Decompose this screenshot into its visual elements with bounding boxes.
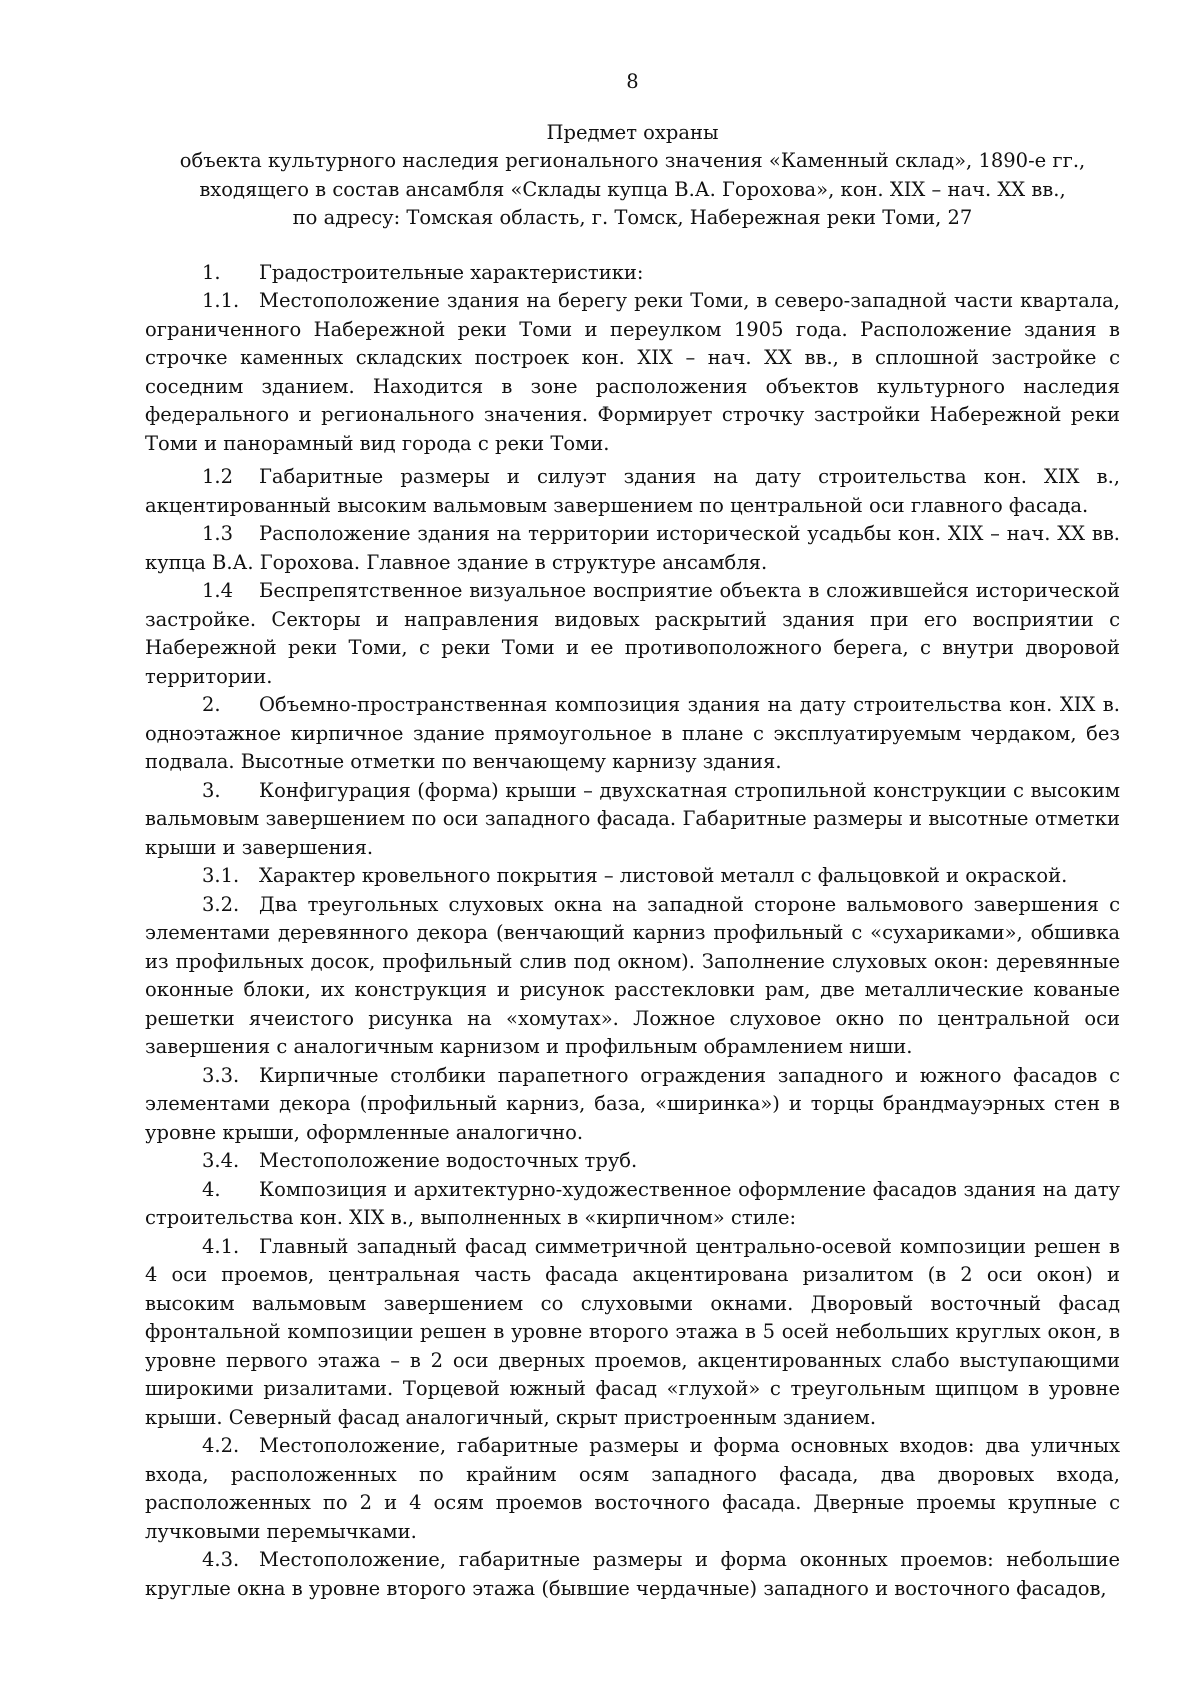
paragraph-4 — [145, 1176, 1120, 1233]
document-body — [145, 259, 1120, 1604]
paragraph-4-1 — [145, 1233, 1120, 1433]
paragraph-text: Кирпичные столбики парапетного ограждения западного и южного фасадов с элементами декора (профильный карниз, база, «ширинка») и торцы брандмауэрных стен в уровне крыши, оформленные аналогично. — [145, 1063, 1120, 1144]
paragraph-number: 4. — [202, 1177, 221, 1201]
paragraph-text: Расположение здания на территории исторической усадьбы кон. XIX – нач. XX вв. купца В.А. Горохова. Главное здание в структуре ансамбля. — [145, 522, 1120, 574]
paragraph-1-3 — [145, 520, 1120, 577]
paragraph-number: 1. — [202, 260, 221, 284]
document-subtitle-line: объекта культурного наследия регионального значения «Каменный склад», 1890-е гг., — [179, 149, 1086, 172]
paragraph-number: 3. — [202, 778, 221, 802]
paragraph-text: Композиция и архитектурно-художественное оформление фасадов здания на дату строительства кон. XIX в., выполненных в «кирпичном» стиле: — [145, 1177, 1120, 1229]
paragraph-text: Конфигурация (форма) крыши – двухскатная стропильной конструкции с высоким вальмовым завершением по оси западного фасада. Габаритные размеры и высотные отметки крыши и завершения. — [145, 778, 1120, 859]
paragraph-number: 1.1. — [202, 289, 240, 312]
paragraph-number: 4.2. — [202, 1434, 240, 1457]
page-number: 8 — [626, 70, 639, 93]
paragraph-3 — [145, 777, 1120, 863]
paragraph-text: Два треугольных слуховых окна на западной стороне вальмового завершения с элементами деревянного декора (венчающий карниз профильный с «сухариками», обшивка из профильных досок, профильный слив под окном). Заполнение слуховых окон: деревянные оконные блоки, их конструкция и рисунок расстекловки рам, две металлические кованые решетки ячеистого рисунка на «хомутах». Ложное слуховое окно по центральной оси завершения с аналогичным карнизом и профильным обрамлением ниши. — [145, 892, 1120, 1058]
paragraph-number: 3.4. — [202, 1149, 240, 1172]
document-heading — [145, 119, 1120, 233]
paragraph-text: Объемно-пространственная композиция здания на дату строительства кон. XIX в. одноэтажное кирпичное здание прямоугольное в плане с эксплуатируемым чердаком, без подвала. Высотные отметки по венчающему карнизу здания. — [145, 693, 1120, 773]
paragraph-text: Главный западный фасад симметричной центрально-осевой композиции решен в 4 оси проемов, центральная часть фасада акцентирована ризалитом (в 2 оси окон) и высоким вальмовым завершением со слуховыми окнами. Дворовый восточный фасад фронтальной композиции решен в уровне второго этажа в 5 осей небольших круглых окон, в уровне первого этажа – в 2 оси дверных проемов, акцентированных слабо выступающими широкими ризалитами. Торцевой южный фасад «глухой» с треугольным щипцом в уровне крыши. Северный фасад аналогичный, скрыт пристроенным зданием. — [145, 1234, 1120, 1429]
paragraph-2 — [145, 691, 1120, 777]
paragraph-text: Местоположение водосточных труб. — [259, 1149, 638, 1172]
document-title: Предмет охраны — [546, 120, 719, 144]
paragraph-3-1 — [145, 862, 1120, 891]
paragraph-1-1 — [145, 287, 1120, 458]
paragraph-1 — [145, 259, 1120, 288]
paragraph-number: 3.2. — [202, 892, 240, 916]
paragraph-number: 1.4 — [202, 579, 234, 602]
paragraph-number: 3.1. — [202, 864, 240, 887]
document-subtitle-line: входящего в состав ансамбля «Склады купца В.А. Горохова», кон. XIX – нач. XX вв., — [199, 177, 1066, 201]
paragraph-text: Местоположение, габаритные размеры и форма основных входов: два уличных входа, расположенных по крайним осям западного фасада, два дворовых входа, расположенных по 2 и 4 осям проемов восточного фасада. Дверные проемы крупные с лучковыми перемычками. — [145, 1434, 1120, 1543]
paragraph-number: 4.3. — [202, 1548, 240, 1571]
paragraph-number: 3.3. — [202, 1063, 240, 1087]
paragraph-text: Местоположение здания на берегу реки Томи, в северо-западной части квартала, ограниченного Набережной реки Томи и переулком 1905 года. Расположение здания в строчке каменных складских построек кон. XIX – нач. XX вв., в сплошной застройке с соседним зданием. Находится в зоне расположения объектов культурного наследия федерального и регионального значения. Формирует строчку застройки Набережной реки Томи и панорамный вид города с реки Томи. — [145, 289, 1120, 455]
document-subtitle-line: по адресу: Томская область, г. Томск, Набережная реки Томи, 27 — [292, 206, 973, 229]
paragraph-text: Характер кровельного покрытия – листовой металл с фальцовкой и окраской. — [259, 864, 1068, 887]
paragraph-4-3 — [145, 1546, 1120, 1603]
paragraph-number: 4.1. — [202, 1234, 240, 1258]
paragraph-text: Беспрепятственное визуальное восприятие объекта в сложившейся исторической застройке. Секторы и направления видовых раскрытий здания при его восприятии с Набережной реки Томи, с реки Томи и ее противоположного берега, с внутри дворовой территории. — [145, 579, 1120, 688]
paragraph-number: 1.3 — [202, 522, 234, 545]
paragraph-number: 2. — [202, 693, 221, 716]
paragraph-text: Габаритные размеры и силуэт здания на дату строительства кон. XIX в., акцентированный высоким вальмовым завершением по центральной оси главного фасада. — [145, 465, 1120, 517]
paragraph-text: Местоположение, габаритные размеры и форма оконных проемов: небольшие круглые окна в уровне второго этажа (бывшие чердачные) западного и восточного фасадов, — [145, 1548, 1120, 1600]
paragraph-1-4 — [145, 577, 1120, 691]
paragraph-1-2 — [145, 463, 1120, 520]
document-page — [145, 68, 1120, 1603]
paragraph-3-4 — [145, 1147, 1120, 1176]
paragraph-number: 1.2 — [202, 465, 234, 488]
paragraph-3-2 — [145, 891, 1120, 1062]
paragraph-4-2 — [145, 1432, 1120, 1546]
paragraph-3-3 — [145, 1062, 1120, 1148]
paragraph-text: Градостроительные характеристики: — [259, 260, 644, 284]
